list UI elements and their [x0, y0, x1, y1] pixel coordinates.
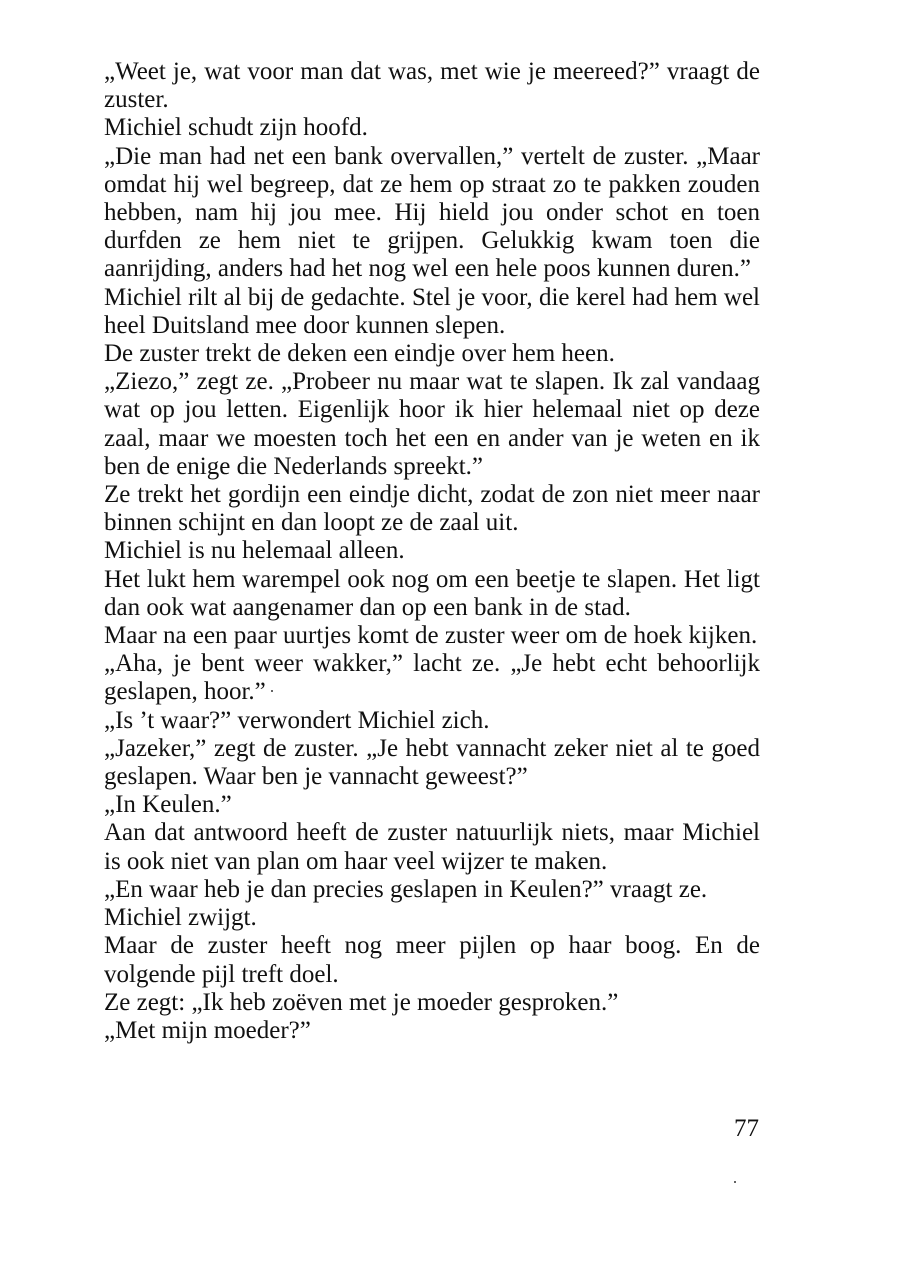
paragraph: Maar de zuster heeft nog meer pijlen op haar boog. En de volgende pijl treft doel.: [104, 932, 760, 988]
paragraph: Michiel zwijgt.: [104, 904, 257, 932]
paragraph: Ze trekt het gordijn een eindje dicht, zodat de zon niet meer naar binnen schijnt en dan loopt ze de zaal uit.: [104, 481, 760, 537]
paragraph: „Ziezo,” zegt ze. „Probeer nu maar wat te slapen. Ik zal vandaag wat op jou letten. Eigenlijk hoor ik hier helemaal niet op deze zaal, maar we moesten toch het een en ander van je weten en ik ben de enige die Nederlands spreekt.”: [104, 368, 760, 480]
page-number: 77: [734, 1115, 759, 1142]
paragraph: „Met mijn moeder?”: [104, 1016, 311, 1044]
print-speck: [271, 690, 273, 692]
paragraph: Ze zegt: „Ik heb zoëven met je moeder gesproken.”: [104, 988, 619, 1016]
paragraph: Het lukt hem warempel ook nog om een beetje te slapen. Het ligt dan ook wat aangenamer dan op een bank in de stad.: [104, 565, 760, 621]
paragraph: „In Keulen.”: [104, 791, 232, 819]
print-speck: [734, 1181, 736, 1183]
body-text: [104, 58, 760, 1045]
paragraph: „Aha, je bent weer wakker,” lacht ze. „Je hebt echt behoorlijk geslapen, hoor.”: [104, 650, 760, 706]
paragraph: Maar na een paar uurtjes komt de zuster weer om de hoek kijken.: [104, 622, 758, 650]
paragraph: Aan dat antwoord heeft de zuster natuurlijk niets, maar Michiel is ook niet van plan om haar veel wijzer te maken.: [104, 819, 760, 875]
paragraph: „Jazeker,” zegt de zuster. „Je hebt vannacht zeker niet al te goed geslapen. Waar ben je vannacht geweest?”: [104, 734, 760, 791]
paragraph: Michiel schudt zijn hoofd.: [104, 114, 368, 142]
paragraph: Michiel is nu helemaal alleen.: [104, 537, 405, 565]
paragraph: „En waar heb je dan precies geslapen in Keulen?” vraagt ze.: [104, 875, 708, 903]
paragraph: „Is ’t waar?” verwondert Michiel zich.: [104, 706, 490, 734]
paragraph: „Weet je, wat voor man dat was, met wie je meereed?” vraagt de zuster.: [104, 58, 760, 114]
paragraph: „Die man had net een bank overvallen,” vertelt de zuster. „Maar omdat hij wel begreep, dat ze hem op straat zo te pakken zouden hebben, nam hij jou mee. Hij hield jou onder schot en toen durfden ze hem niet te grijpen. Gelukkig kwam toen die aanrijding, anders had het nog wel een hele poos kunnen duren.”: [104, 142, 760, 283]
paragraph: De zuster trekt de deken een eindje over hem heen.: [104, 340, 615, 368]
paragraph: Michiel rilt al bij de gedachte. Stel je voor, die kerel had hem wel heel Duitsland mee door kunnen slepen.: [104, 283, 760, 339]
